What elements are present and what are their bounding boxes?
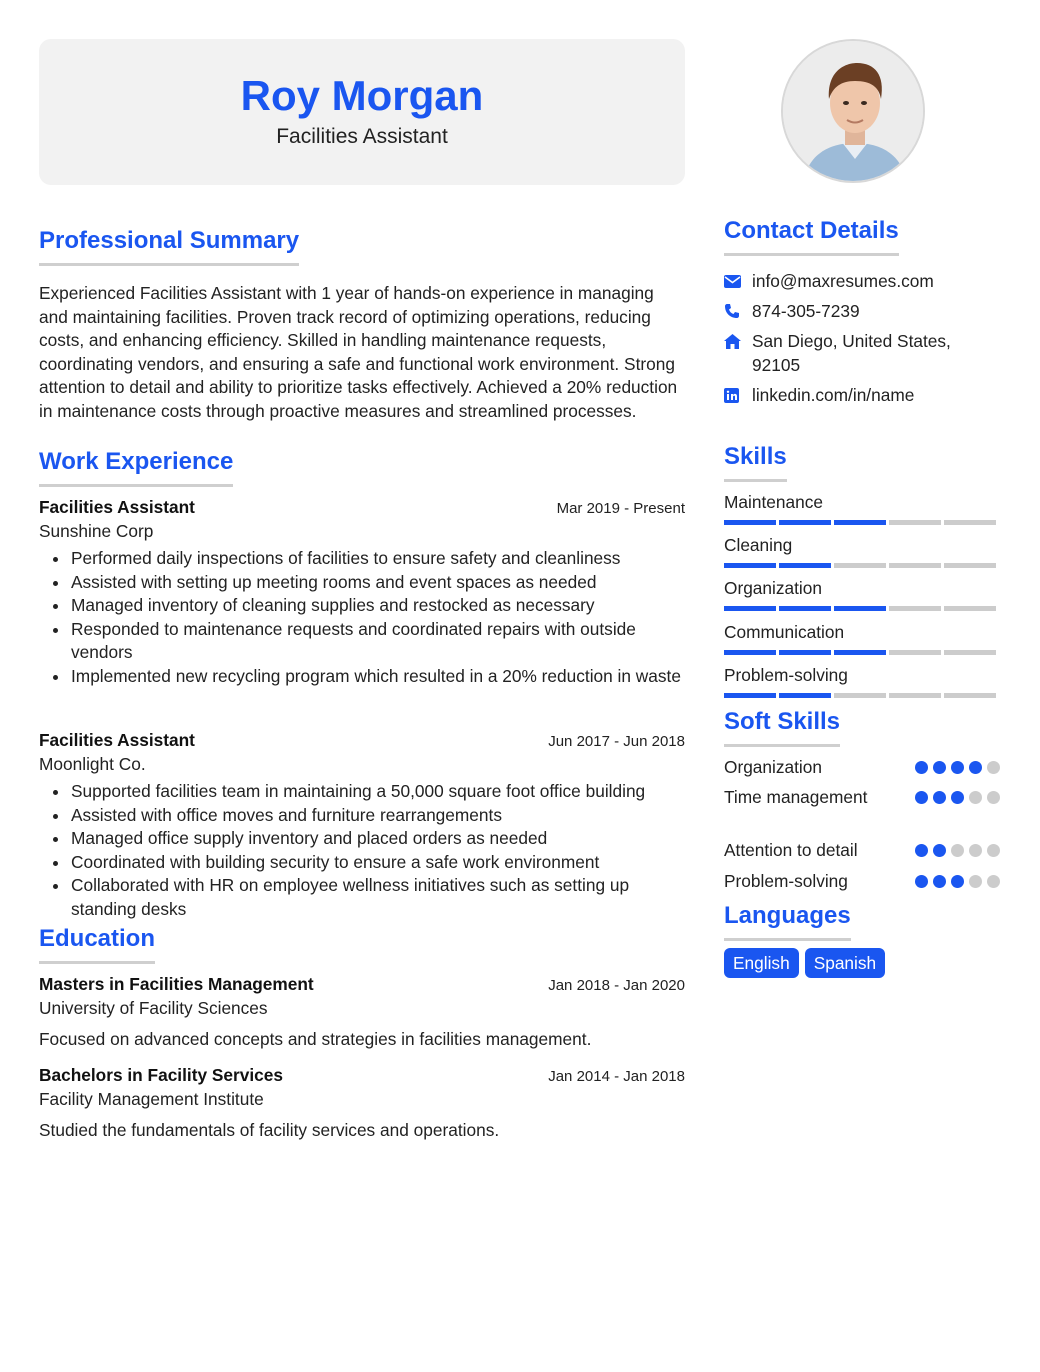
skill-segment-filled <box>779 693 831 698</box>
skill-item <box>724 621 1000 655</box>
rating-dot-empty <box>969 875 982 888</box>
list-item: Assisted with office moves and furniture rearrangements <box>39 804 685 828</box>
contact-email[interactable] <box>724 269 1000 293</box>
contact-address <box>724 329 1000 377</box>
education-entry <box>39 1064 685 1142</box>
summary-heading: Professional Summary <box>39 226 299 260</box>
soft-skill-name: Attention to detail <box>724 840 858 860</box>
address-text: San Diego, United States, 92105 <box>752 331 951 375</box>
skill-level-bar <box>724 606 1000 611</box>
linkedin-text: linkedin.com/in/name <box>752 385 915 405</box>
education-description: Focused on advanced concepts and strategies in facilities management. <box>39 1029 592 1049</box>
soft-skill-item <box>724 756 1000 778</box>
rating-dot-empty <box>969 844 982 857</box>
skill-segment-filled <box>834 520 886 525</box>
skill-level-bar <box>724 693 1000 698</box>
rating-dot-filled <box>933 875 946 888</box>
avatar <box>781 39 925 183</box>
rating-dot-filled <box>951 875 964 888</box>
job-company: Sunshine Corp <box>39 521 154 541</box>
language-badge: English <box>724 948 799 978</box>
avatar-portrait-icon <box>783 41 925 183</box>
education-entry <box>39 973 685 1051</box>
skill-name: Problem-solving <box>724 665 848 685</box>
home-icon <box>724 329 752 353</box>
rating-dot-filled <box>915 761 928 774</box>
skill-segment-empty <box>944 563 996 568</box>
skill-segment-filled <box>779 563 831 568</box>
skill-item <box>724 577 1000 611</box>
experience-heading: Work Experience <box>39 447 233 481</box>
soft-skills-heading: Soft Skills <box>724 707 840 741</box>
rating-dot-filled <box>915 875 928 888</box>
school-name: University of Facility Sciences <box>39 998 268 1018</box>
skill-segment-filled <box>779 650 831 655</box>
skill-name: Communication <box>724 622 845 642</box>
rating-dot-filled <box>933 844 946 857</box>
soft-skill-item <box>724 839 1000 861</box>
job-title: Facilities Assistant <box>39 730 195 750</box>
education-date: Jan 2018 - Jan 2020 <box>548 977 685 994</box>
soft-skill-name: Organization <box>724 757 822 777</box>
education-heading: Education <box>39 924 155 958</box>
contact-heading: Contact Details <box>724 216 899 250</box>
skill-segment-filled <box>779 606 831 611</box>
candidate-title: Facilities Assistant <box>276 125 448 148</box>
job-date: Jun 2017 - Jun 2018 <box>548 733 685 750</box>
candidate-name: Roy Morgan <box>240 72 484 119</box>
rating-dot-empty <box>987 761 1000 774</box>
list-item: Implemented new recycling program which resulted in a 20% reduction in waste <box>39 665 685 689</box>
school-name: Facility Management Institute <box>39 1089 264 1109</box>
skill-segment-filled <box>724 563 776 568</box>
rating-dot-empty <box>987 844 1000 857</box>
rating-dot-empty <box>987 791 1000 804</box>
list-item: Responded to maintenance requests and coordinated repairs with outside vendors <box>39 618 685 665</box>
soft-skill-rating <box>915 844 1000 857</box>
skill-name: Organization <box>724 578 822 598</box>
contact-list <box>724 269 1000 413</box>
skill-segment-empty <box>834 693 886 698</box>
rating-dot-empty <box>951 844 964 857</box>
list-item: Coordinated with building security to ensure a safe work environment <box>39 851 685 875</box>
soft-skill-rating <box>915 791 1000 804</box>
skill-segment-empty <box>944 650 996 655</box>
skill-segment-empty <box>944 520 996 525</box>
skill-segment-empty <box>889 563 941 568</box>
skill-segment-empty <box>889 693 941 698</box>
rating-dot-filled <box>969 761 982 774</box>
phone-text: 874-305-7239 <box>752 301 860 321</box>
degree-title: Bachelors in Facility Services <box>39 1065 283 1085</box>
rating-dot-filled <box>951 791 964 804</box>
skill-level-bar <box>724 650 1000 655</box>
education-date: Jan 2014 - Jan 2018 <box>548 1068 685 1085</box>
list-item: Assisted with setting up meeting rooms and event spaces as needed <box>39 571 685 595</box>
list-item: Managed office supply inventory and placed orders as needed <box>39 827 685 851</box>
skill-name: Cleaning <box>724 535 793 555</box>
email-text: info@maxresumes.com <box>752 271 934 291</box>
list-item: Managed inventory of cleaning supplies and restocked as necessary <box>39 594 685 618</box>
soft-skill-name: Problem-solving <box>724 871 848 891</box>
rating-dot-filled <box>951 761 964 774</box>
degree-title: Masters in Facilities Management <box>39 974 314 994</box>
education-description: Studied the fundamentals of facility services and operations. <box>39 1120 500 1140</box>
skill-segment-empty <box>889 650 941 655</box>
rating-dot-filled <box>915 791 928 804</box>
skill-segment-filled <box>834 650 886 655</box>
list-item: Collaborated with HR on employee wellness initiatives such as setting up standing desks <box>39 874 685 921</box>
skill-level-bar <box>724 520 1000 525</box>
list-item: Supported facilities team in maintaining a 50,000 square foot office building <box>39 780 685 804</box>
linkedin-icon <box>724 383 752 407</box>
job-bullets <box>39 547 685 688</box>
skill-segment-filled <box>779 520 831 525</box>
job-entry <box>39 729 685 921</box>
skill-segment-empty <box>834 563 886 568</box>
job-bullets <box>39 780 685 921</box>
job-title: Facilities Assistant <box>39 497 195 517</box>
soft-skill-rating <box>915 875 1000 888</box>
rating-dot-empty <box>969 791 982 804</box>
skills-heading: Skills <box>724 442 787 476</box>
rating-dot-empty <box>987 875 1000 888</box>
list-item: Performed daily inspections of facilities to ensure safety and cleanliness <box>39 547 685 571</box>
languages-heading: Languages <box>724 901 851 935</box>
skill-level-bar <box>724 563 1000 568</box>
rating-dot-filled <box>915 844 928 857</box>
skill-segment-empty <box>944 693 996 698</box>
skill-segment-filled <box>724 520 776 525</box>
languages-list <box>724 948 885 978</box>
soft-skill-item <box>724 786 1000 808</box>
contact-phone[interactable] <box>724 299 1000 323</box>
skill-item <box>724 534 1000 568</box>
summary-text: Experienced Facilities Assistant with 1 year of hands-on experience in managing and maintaining facilities. Proven track record of optimizing operations, reducing costs, and enhancing efficiency. Skilled in handling maintenance requests, coordinating vendors, and ensuring a safe and functional work environment. Strong attention to detail and ability to prioritize tasks effectively. Achieved a 20% reduction in maintenance costs through proactive measures and streamlined processes. <box>39 283 678 421</box>
skill-item <box>724 664 1000 698</box>
skill-item <box>724 491 1000 525</box>
job-company: Moonlight Co. <box>39 754 146 774</box>
contact-linkedin[interactable] <box>724 383 1000 407</box>
skill-segment-filled <box>724 606 776 611</box>
skill-segment-filled <box>834 606 886 611</box>
soft-skill-rating <box>915 761 1000 774</box>
soft-skill-name: Time management <box>724 787 868 807</box>
skill-name: Maintenance <box>724 492 823 512</box>
rating-dot-filled <box>933 761 946 774</box>
envelope-icon <box>724 269 752 293</box>
skill-segment-empty <box>889 520 941 525</box>
job-entry <box>39 496 685 688</box>
language-badge: Spanish <box>805 948 885 978</box>
job-date: Mar 2019 - Present <box>556 500 685 517</box>
soft-skill-item <box>724 870 1000 892</box>
header-card <box>39 39 685 185</box>
phone-icon <box>724 299 752 323</box>
skill-segment-empty <box>944 606 996 611</box>
skill-segment-empty <box>889 606 941 611</box>
rating-dot-filled <box>933 791 946 804</box>
skill-segment-filled <box>724 650 776 655</box>
skill-segment-filled <box>724 693 776 698</box>
